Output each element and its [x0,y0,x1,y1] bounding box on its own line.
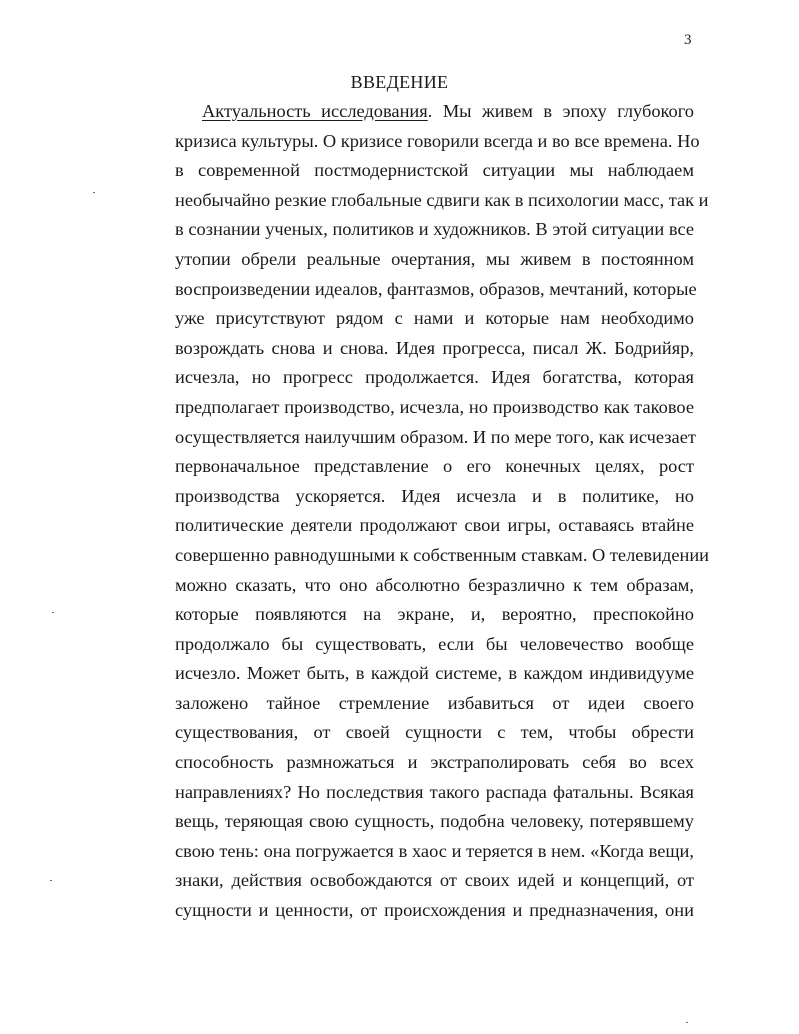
text-line: совершенно равнодушными к собственным ставкам. О телевидении [175,544,710,565]
text-line: уже присутствуют рядом с нами и которые нам необходимо [175,308,694,329]
text-line: способность размножаться и экстраполировать себя во всех [175,752,694,773]
text-line: вещь, теряющая свою сущность, подобна человеку, потерявшему [175,811,694,832]
text-line: политические деятели продолжают свои игры, оставаясь втайне [175,515,694,536]
text-line: заложено тайное стремление избавиться от идеи своего [175,692,694,713]
section-heading: ВВЕДЕНИЕ [350,72,449,92]
text-line: предполагает производство, исчезла, но производство как таковое [175,396,694,417]
text-line: которые появляются на экране, и, вероятно, преспокойно [175,604,694,625]
body-text [175,97,710,926]
text-line: утопии обрели реальные очертания, мы живем в постоянном [175,248,694,269]
page-number: 3 [684,32,692,48]
text-line: воспроизведении идеалов, фантазмов, образов, мечтаний, которые [175,278,697,299]
text-line: первоначальное представление о его конечных целях, рост [175,456,694,477]
text-line: продолжало бы существовать, если бы человечество вообще [175,633,694,654]
text-line: существования, от своей сущности с тем, чтобы обрести [175,722,694,743]
text-line: можно сказать, что оно абсолютно безразлично к тем образам, [175,574,694,595]
scan-speck [52,612,54,613]
text-line: направлениях? Но последствия такого распада фатальны. Всякая [175,781,694,802]
text-line: в современной постмодернистской ситуации мы наблюдаем [175,160,694,181]
text-line: исчезло. Может быть, в каждой системе, в каждом индивидууме [175,663,694,684]
text-line: свою тень: она погружается в хаос и теряется в нем. «Когда вещи, [175,840,694,861]
text-line: в сознании ученых, политиков и художников. В этой ситуации все [175,219,694,240]
text-line: осуществляется наилучшим образом. И по мере того, как исчезает [175,426,696,447]
text-line [175,97,694,127]
text-line: знаки, действия освобождаются от своих идей и концепций, от [175,870,694,891]
text-line: возрождать снова и снова. Идея прогресса, писал Ж. Бодрийяр, [175,337,694,358]
text-line-remainder: . Мы живем в эпоху глубокого [427,101,694,121]
intro-label: Актуальность исследования [202,101,428,121]
text-line: необычайно резкие глобальные сдвиги как в психологии масс, так и [175,189,709,210]
text-line: сущности и ценности, от происхождения и предназначения, они [175,900,694,921]
text-line: исчезла, но прогресс продолжается. Идея богатства, которая [175,367,694,388]
text-line: кризиса культуры. О кризисе говорили всегда и во все времена. Но [175,130,700,151]
scan-speck [50,880,52,881]
scan-speck [686,1022,688,1023]
scan-speck [93,192,95,193]
text-line: производства ускоряется. Идея исчезла и в политике, но [175,485,694,506]
